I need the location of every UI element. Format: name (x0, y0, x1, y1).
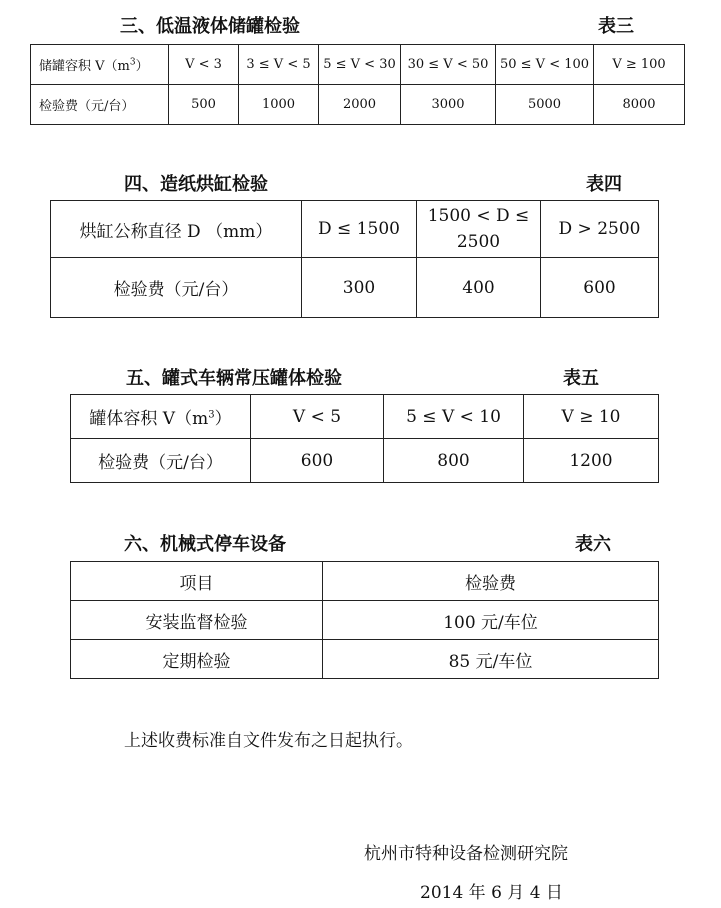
table-3-row-fee (31, 85, 685, 125)
table-3-cell: 1000 (239, 85, 319, 125)
table-6 (70, 561, 659, 679)
table-3-fee-label: 检验费（元/台） (31, 85, 169, 125)
table-4-cell: 400 (417, 258, 541, 318)
table-3-cell: 3000 (401, 85, 496, 125)
section-6-heading: 六、机械式停车设备 (124, 534, 286, 555)
table-5-cell: 5 ≤ V < 10 (384, 395, 524, 439)
table-4-row-diameter (51, 201, 659, 258)
table-4-cell: 1500 < D ≤ 2500 (417, 201, 541, 258)
table-3-cell: 5000 (496, 85, 594, 125)
table-5-tag: 表五 (563, 368, 599, 389)
section-3-heading: 三、低温液体储罐检验 (120, 16, 300, 37)
table-6-header-fee: 检验费 (323, 562, 659, 601)
table-6-cell: 安装监督检验 (71, 601, 323, 640)
section-5-heading: 五、罐式车辆常压罐体检验 (126, 368, 342, 389)
table-5-row-capacity (71, 395, 659, 439)
table-3-cell: 3 ≤ V < 5 (239, 45, 319, 85)
table-4 (50, 200, 659, 318)
table-6-header-row (71, 562, 659, 601)
table-4-cell: D > 2500 (541, 201, 659, 258)
table-4-tag: 表四 (586, 174, 622, 195)
table-3-cell: V ≥ 100 (594, 45, 685, 85)
table-5-cell: 1200 (524, 439, 659, 483)
table-6-cell: 85 元/车位 (323, 640, 659, 679)
table-3-cell: 500 (169, 85, 239, 125)
table-4-fee-label: 检验费（元/台） (51, 258, 302, 318)
table-3-cell: 50 ≤ V < 100 (496, 45, 594, 85)
table-5-cell: V < 5 (251, 395, 384, 439)
table-5 (70, 394, 659, 483)
issuing-organization: 杭州市特种设备检测研究院 (364, 844, 568, 864)
table-3 (30, 44, 685, 125)
table-5-fee-label: 检验费（元/台） (71, 439, 251, 483)
table-3-cell: 30 ≤ V < 50 (401, 45, 496, 85)
table-3-cell: 2000 (319, 85, 401, 125)
table-6-header-item: 项目 (71, 562, 323, 601)
table-3-cell: 5 ≤ V < 30 (319, 45, 401, 85)
table-4-cell: 600 (541, 258, 659, 318)
table-5-cell: V ≥ 10 (524, 395, 659, 439)
table-3-row-capacity (31, 45, 685, 85)
effective-note: 上述收费标准自文件发布之日起执行。 (124, 731, 413, 751)
table-4-cell: 300 (302, 258, 417, 318)
table-4-row-fee (51, 258, 659, 318)
table-6-row (71, 601, 659, 640)
table-3-cell: V < 3 (169, 45, 239, 85)
table-4-cell: D ≤ 1500 (302, 201, 417, 258)
table-6-cell: 定期检验 (71, 640, 323, 679)
table-3-cell: 8000 (594, 85, 685, 125)
table-5-row-fee (71, 439, 659, 483)
table-6-row (71, 640, 659, 679)
table-6-tag: 表六 (575, 534, 611, 555)
table-3-tag: 表三 (598, 16, 634, 37)
section-4-heading: 四、造纸烘缸检验 (124, 174, 268, 195)
table-5-cell: 600 (251, 439, 384, 483)
table-3-capacity-label: 储罐容积 $V(m^3)$ (31, 45, 169, 85)
issue-date: 2014 年 6 月 4 日 (420, 883, 563, 903)
table-6-cell: 100 元/车位 (323, 601, 659, 640)
table-4-diameter-label: 烘缸公称直径 D （mm） (51, 201, 302, 258)
table-5-cell: 800 (384, 439, 524, 483)
table-5-capacity-label: 罐体容积 $V(m^3)$ (71, 395, 251, 439)
